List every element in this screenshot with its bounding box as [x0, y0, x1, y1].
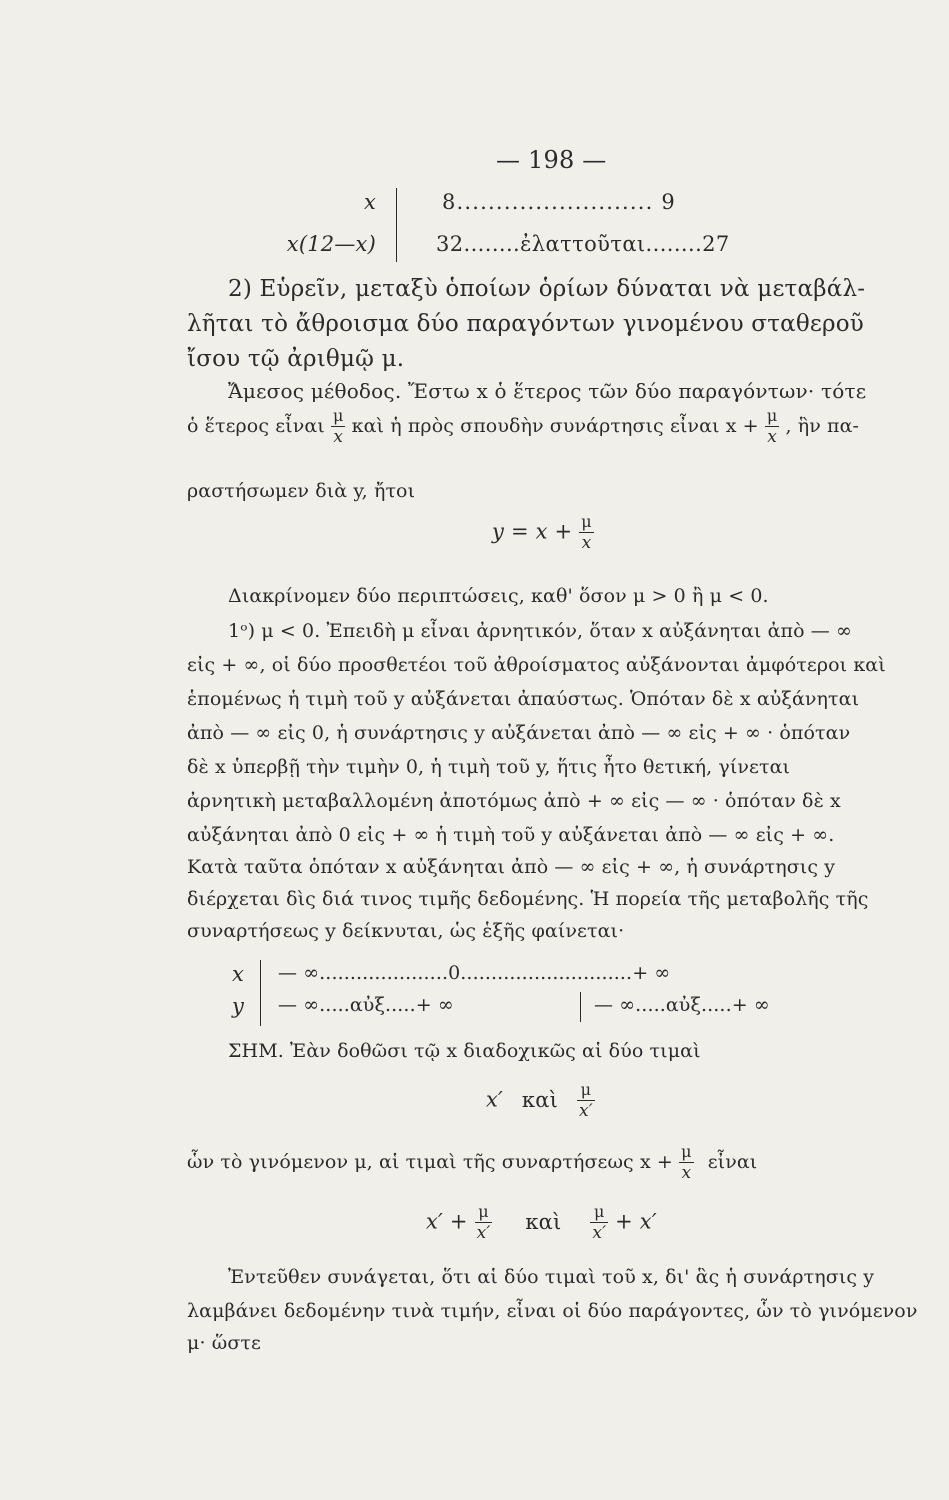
- table1-row2-values: 32........ἐλαττοῦται........27: [436, 232, 730, 256]
- note-line-4: λαμβάνει δεδομένην τινὰ τιμήν, εἶναι οἱ δύο παράγοντες, ὧν τὸ γινόμενον: [187, 1300, 918, 1322]
- note-line-2-a: ὧν τὸ γινόμενον μ, αἱ τιμαὶ τῆς συναρτήσεως x +: [187, 1151, 673, 1173]
- fraction-numerator: μ: [581, 512, 592, 531]
- fraction-numerator: μ: [766, 406, 778, 425]
- fraction-numerator: μ: [681, 1142, 692, 1161]
- pair-x-prime: x′: [486, 1087, 504, 1112]
- table2-y-row-b: — ∞.....αὐξ.....+ ∞: [594, 994, 770, 1016]
- case1-line-6: ἀρνητικὴ μεταβαλλομένη ἀποτόμως ἀπὸ + ∞ εἰς — ∞ · ὁπόταν δὲ x: [187, 790, 841, 812]
- fraction-denominator: x′: [592, 1223, 607, 1243]
- fraction-numerator: μ: [580, 1080, 592, 1099]
- method-line-3: ραστήσωμεν διὰ y, ἤτοι: [187, 480, 416, 502]
- case1-line-4: ἀπὸ — ∞ εἰς 0, ἡ συνάρτησις y αὐξάνεται ἀπὸ — ∞ εἰς + ∞ · ὁπόταν: [187, 722, 851, 744]
- case1-line-5: δὲ x ὑπερβῇ τὴν τιμὴν 0, ἡ τιμὴ τοῦ y, ἥτις ἦτο θετική, γίνεται: [187, 756, 791, 778]
- note-expressions: [426, 1204, 657, 1242]
- expr1-lhs: x′ +: [426, 1209, 468, 1234]
- case1-line-10: συναρτήσεως y δείκνυται, ὡς ἑξῆς φαίνεται·: [187, 920, 625, 942]
- table2-x-row: — ∞.....................0............................+ ∞: [278, 962, 671, 984]
- table1-divider: [396, 188, 397, 262]
- table1-row1-values: 8......................... 9: [442, 190, 676, 214]
- page-number: — 198 —: [496, 146, 607, 174]
- case1-line-7: αὐξάνηται ἀπὸ 0 εἰς + ∞ ἡ τιμὴ τοῦ y αὐξάνεται ἀπὸ — ∞ εἰς + ∞.: [187, 824, 835, 846]
- table1-row1-label: x: [363, 190, 376, 214]
- problem-line-2: λῆται τὸ ἄθροισμα δύο παραγόντων γινομένου σταθεροῦ: [187, 311, 864, 337]
- table2-y-row-a: — ∞.....αὐξ.....+ ∞: [278, 994, 454, 1016]
- expr-kai: καὶ: [525, 1209, 562, 1234]
- table2-x-label: x: [232, 962, 245, 986]
- case1-line-8: Κατὰ ταῦτα ὁπόταν x αὐξάνηται ἀπὸ — ∞ εἰς + ∞, ἡ συνάρτησις y: [187, 856, 836, 878]
- equation-lhs: y = x +: [492, 519, 573, 544]
- case1-line-3: ἑπομένως ἡ τιμὴ τοῦ y αὐξάνεται ἀπαύστως. Ὁπόταν δὲ x αὐξάνηται: [187, 688, 860, 710]
- table2-mid-divider: [580, 992, 581, 1022]
- fraction-numerator: μ: [478, 1202, 489, 1221]
- table1-row2-label: x(12—x): [286, 232, 376, 256]
- expr2-rhs: + x′: [615, 1209, 657, 1234]
- note-line-2-b: εἶναι: [707, 1151, 758, 1173]
- expr1-fraction: [475, 1204, 493, 1242]
- case1-line-9: διέρχεται δὶς διά τινος τιμῆς δεδομένης. Ἡ πορεία τῆς μεταβολῆς τῆς: [187, 888, 869, 910]
- note-line-2: [187, 1144, 757, 1182]
- pair-kai: καὶ: [521, 1087, 559, 1112]
- note-line-1: ΣΗΜ. Ἐὰν δοθῶσι τῷ x διαδοχικῶς αἱ δύο τιμαὶ: [228, 1040, 701, 1062]
- fraction-mu-over-x: [331, 408, 346, 446]
- note-line-2-fraction: [679, 1144, 694, 1182]
- table2-divider: [260, 960, 261, 1026]
- fraction-denominator: x′: [578, 1101, 593, 1121]
- main-equation: [492, 514, 594, 552]
- case1-line-1: 1ᵒ) μ < 0. Ἐπειδὴ μ εἶναι ἀρνητικόν, ὅταν x αὐξάνηται ἀπὸ — ∞: [228, 620, 852, 642]
- problem-line-1: 2) Εὑρεῖν, μεταξὺ ὁποίων ὁρίων δύναται νὰ μεταβάλ-: [228, 276, 866, 302]
- fraction-denominator: x′: [476, 1223, 491, 1243]
- problem-line-3: ἴσου τῷ ἀριθμῷ μ.: [187, 346, 405, 372]
- fraction-denominator: x: [767, 427, 777, 447]
- method-line-2-b: καὶ ἡ πρὸς σπουδὴν συνάρτησις εἶναι x +: [351, 415, 759, 437]
- fraction-mu-over-x-2: [765, 408, 780, 446]
- case1-line-2: εἰς + ∞, οἱ δύο προσθετέοι τοῦ ἀθροίσματος αὐξάνονται ἀμφότεροι καὶ: [187, 654, 886, 676]
- cases-intro: Διακρίνομεν δύο περιπτώσεις, καθ' ὅσον μ > 0 ἢ μ < 0.: [228, 585, 769, 607]
- pair-fraction: [577, 1082, 595, 1120]
- fraction-denominator: x: [681, 1163, 692, 1183]
- table2-y-label: y: [232, 994, 245, 1018]
- fraction-denominator: x: [581, 533, 592, 553]
- fraction-denominator: x: [333, 427, 344, 447]
- method-line-2: [187, 408, 859, 446]
- method-line-2-a: ὁ ἕτερος εἶναι: [187, 415, 325, 437]
- fraction-numerator: μ: [593, 1202, 605, 1221]
- expr2-fraction: [590, 1204, 608, 1242]
- method-line-1: Ἄμεσος μέθοδος. Ἔστω x ὁ ἕτερος τῶν δύο παραγόντων· τότε: [228, 379, 867, 403]
- equation-fraction: [579, 514, 594, 552]
- note-line-5: μ· ὥστε: [187, 1332, 261, 1354]
- method-line-2-c: , ἣν πα-: [785, 415, 860, 437]
- note-pair: [486, 1082, 595, 1120]
- fraction-numerator: μ: [332, 406, 344, 425]
- note-line-3: Ἐντεῦθεν συνάγεται, ὅτι αἱ δύο τιμαὶ τοῦ x, δι' ἃς ἡ συνάρτησις y: [228, 1266, 875, 1288]
